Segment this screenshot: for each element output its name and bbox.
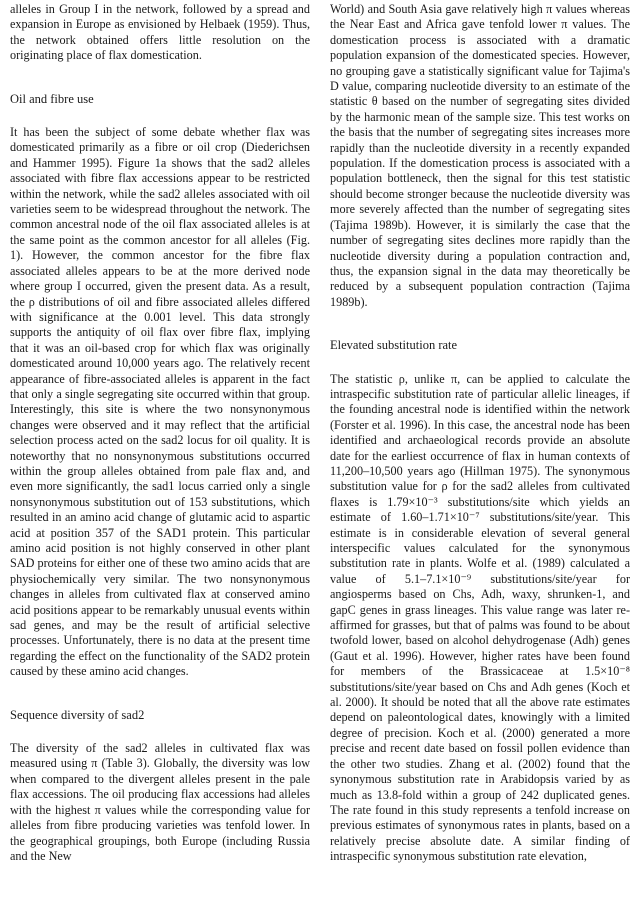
sequence-diversity-paragraph: The diversity of the sad2 alleles in cultivated flax was measured using π (Table 3). Globally, the diversity was low when compared to the divergent alleles present in the pale flax accessions. The oil producing flax accessions had alleles with the highest π values while the corresponding value for alleles from fibre producing varieties was tenfold lower. In the geographical groupings, both Europe (including Russia and the New — [10, 741, 310, 863]
oil-fibre-paragraph: It has been the subject of some debate whether flax was domesticated primarily as a fibre or oil crop (Diederichsen and Hammer 1995). Figure 1a shows that the sad2 alleles associated with fibre flax accessions appear to be restricted within the network, while the sad2 alleles associated with oil varieties seem to be widespread throughout the network. The common ancestral node of the oil flax associated alleles is at the same point as the common ancestor for all alleles (Fig. 1). However, the common ancestor for the fibre flax associated alleles appears to be at the more derived node where group I occurred, given the present data. As a result, the ρ distributions of oil and fibre associated alleles differed with significance at the 0.001 level. This data strongly supports the antiquity of oil flax over fibre flax, implying that it was an oil-based crop for which flax was originally domesticated around 10,000 years ago. The relatively recent appearance of fibre-associated alleles is apparent in the fact that only a single segregating site occurred within that group. Interestingly, this site is where the two nonsynonymous changes were observed and it may reflect that the artificial selection process acted on the sad2 locus for oil quality. It is noteworthy that no nonsynonymous substitutions occurred within the group alleles obtained from pale flax and, and even more significantly, the sad1 locus carried only a single nonsynonymous substitution out of 153 substitutions, which resulted in an amino acid change of glutamic acid to aspartic acid at position 357 of the SAD1 protein. This particular amino acid position is not highly conserved in other plant SAD proteins for either one of these two amino acids that are physiochemically very similar. The two nonsynonymous changes in alleles from cultivated flax at conserved amino acid positions appear to be remarkably unusual events within sad genes, and may be the result of artificial selective processes. Unfortunately, there is no data at the present time regarding the effect on the functionality of the SAD2 protein caused by these amino acid changes. — [10, 125, 310, 679]
continued-paragraph: World) and South Asia gave relatively high π values whereas the Near East and Africa gave tenfold lower π values. The domestication process is associated with a dramatic population expansion of the domesticated species. However, no grouping gave a statistically significant value for Tajima's D value, comparing nucleotide diversity to an estimate of the statistic θ based on the number of segregating sites divided by the harmonic mean of the sample size. This test works on the basis that the number of segregating sites increases more rapidly than the nucleotide diversity in a recently expanded population. If the domestication process is associated with a population bottleneck, then the signal for this test statistic should become stronger because the nucleotide diversity was more severely affected than the number of segregating sites (Tajima 1989b). However, it is similarly the case that the number of segregating sites declines more rapidly than the nucleotide diversity during a population contraction and, thus, the expansion signal in the data may theoretically be reduced by a subsequent population contraction (Tajima 1989b). — [330, 2, 630, 309]
left-column — [10, 2, 310, 864]
section-heading-sequence-diversity: Sequence diversity of sad2 — [10, 707, 145, 722]
section-heading-oil-fibre: Oil and fibre use — [10, 91, 94, 106]
intro-paragraph: alleles in Group I in the network, followed by a spread and expansion in Europe as envisioned by Helbaek (1959). Thus, the network obtained offers little resolution on the originating place of flax domestication. — [10, 2, 310, 63]
section-heading-substitution-rate: Elevated substitution rate — [330, 338, 458, 353]
substitution-rate-paragraph: The statistic ρ, unlike π, can be applied to calculate the intraspecific substitution rate of particular allelic lineages, if the founding ancestral node is identified within the network (Forster et al. 1996). In this case, the ancestral node has been identified and archaeological records provide an absolute date for the earliest occurrence of flax in human contexts of 11,200–10,500 years ago (Hillman 1975). The synonymous substitution value for ρ for the sad2 alleles from cultivated flaxes is 1.79×10⁻³ substitutions/site which yields an estimate of 1.60–1.71×10⁻⁷ substitutions/site/year. This estimate is in considerable elevation of several general interspecific values calculated for the synonymous substitution rate in plants. Wolfe et al. (1989) calculated a value of 5.1–7.1×10⁻⁹ substitutions/site/year for angiosperms based on Chs, Adh, waxy, shrunken-1, and gapC genes in grass lineages. This value range was later re-affirmed for grasses, but that of palms was found to be about twofold lower, based on alcohol dehydrogenase (Adh) genes (Gaut et al. 1996). However, higher rates have been found for members of the Brassicaceae at 1.5×10⁻⁸ substitutions/site/year based on Chs and Adh genes (Koch et al. 2000). It should be noted that all the above rate estimates depend on paleontological dates, knowingly with a limited degree of precision. Koch et al. (2000) generated a more precise and recent date based on fossil pollen evidence than the other two studies. Zhang et al. (2002) found that the synonymous substitution rate in Arabidopsis varied by as much as 13.8-fold within a group of 242 duplicated genes. The rate found in this study represents a tenfold increase on previous estimates of synonymous rates in plants, based on a relatively precise absolute date. A similar finding of intraspecific synonymous substitution rate elevation, — [330, 371, 630, 864]
right-column — [330, 2, 630, 865]
